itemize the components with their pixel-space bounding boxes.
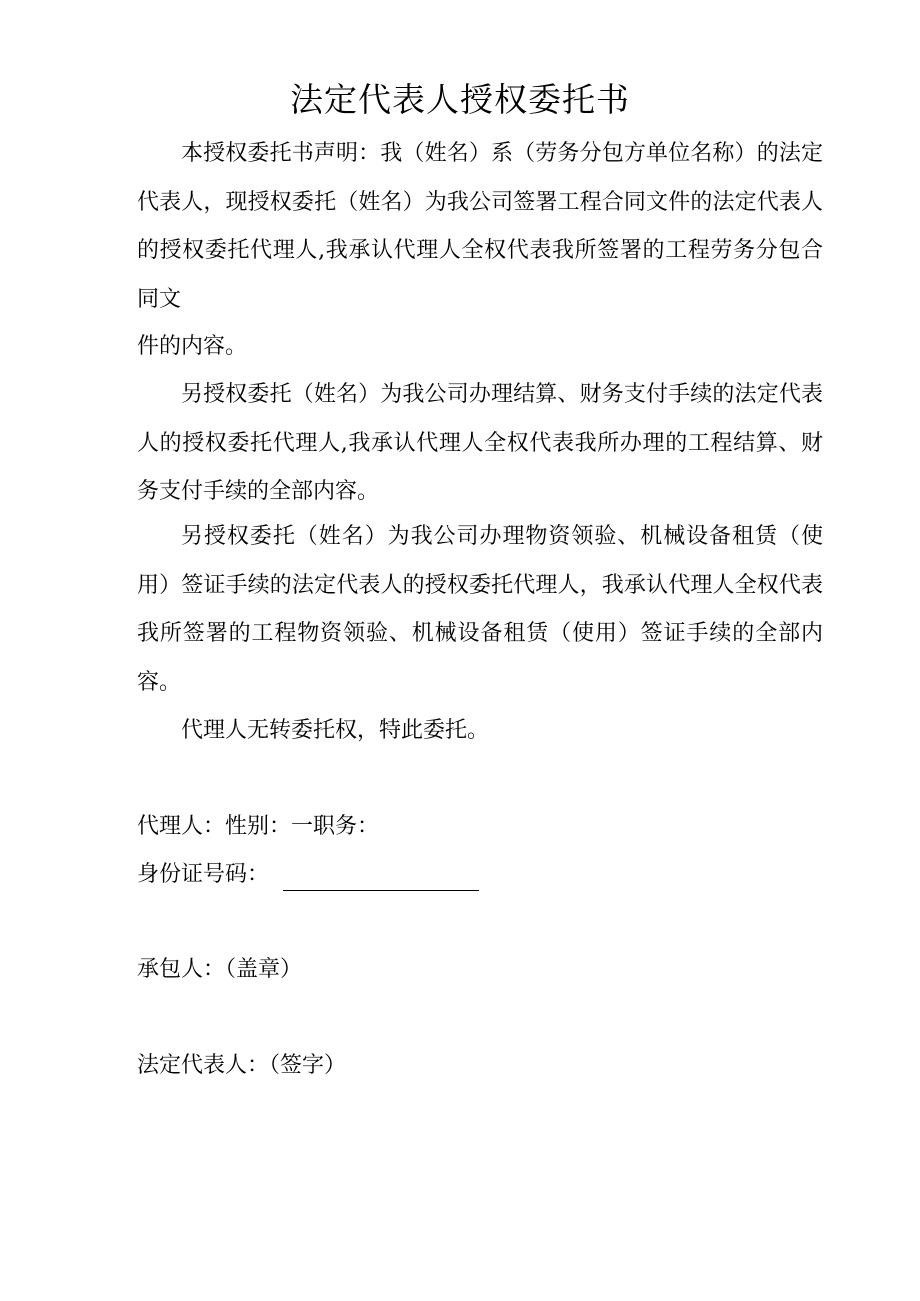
paragraph-1: 本授权委托书声明：我（姓名）系（劳务分包方单位名称）的法定代表人，现授权委托（姓名）为我公司签署工程合同文件的法定代表人的授权委托代理人,我承认代理人全权代表我所签署的工程劳务分包合同文 <box>137 141 823 312</box>
id-number-label: 身份证号码： <box>137 862 270 887</box>
continuation-paragraph <box>137 323 823 372</box>
paragraph-2: 件的内容。 <box>137 334 248 359</box>
paragraph-4: 另授权委托（姓名）为我公司办理物资领验、机械设备租赁（使用）签证手续的法定代表人的授权委托代理人，我承认代理人全权代表我所签署的工程物资领验、机械设备租赁（使用）签证手续的全部内容。 <box>137 524 823 695</box>
paragraph-3: 另授权委托（姓名）为我公司办理结算、财务支付手续的法定代表人的授权委托代理人,我承认代理人全权代表我所办理的工程结算、财务支付手续的全部内容。 <box>137 382 823 504</box>
closing-paragraph <box>137 707 823 756</box>
id-number-line <box>137 859 479 891</box>
settlement-paragraph <box>137 371 823 517</box>
materials-paragraph <box>137 513 823 707</box>
legal-rep-signature-line: 法定代表人：（签字） <box>137 1053 347 1078</box>
agent-info-line: 代理人：性别：一职务： <box>137 814 380 839</box>
contractor-seal-line: 承包人：（盖章） <box>137 957 303 982</box>
id-number-blank <box>283 868 479 891</box>
document-title: 法定代表人授权委托书 <box>290 80 630 119</box>
declaration-paragraph <box>137 130 823 324</box>
paragraph-5: 代理人无转委托权，特此委托。 <box>181 718 490 743</box>
